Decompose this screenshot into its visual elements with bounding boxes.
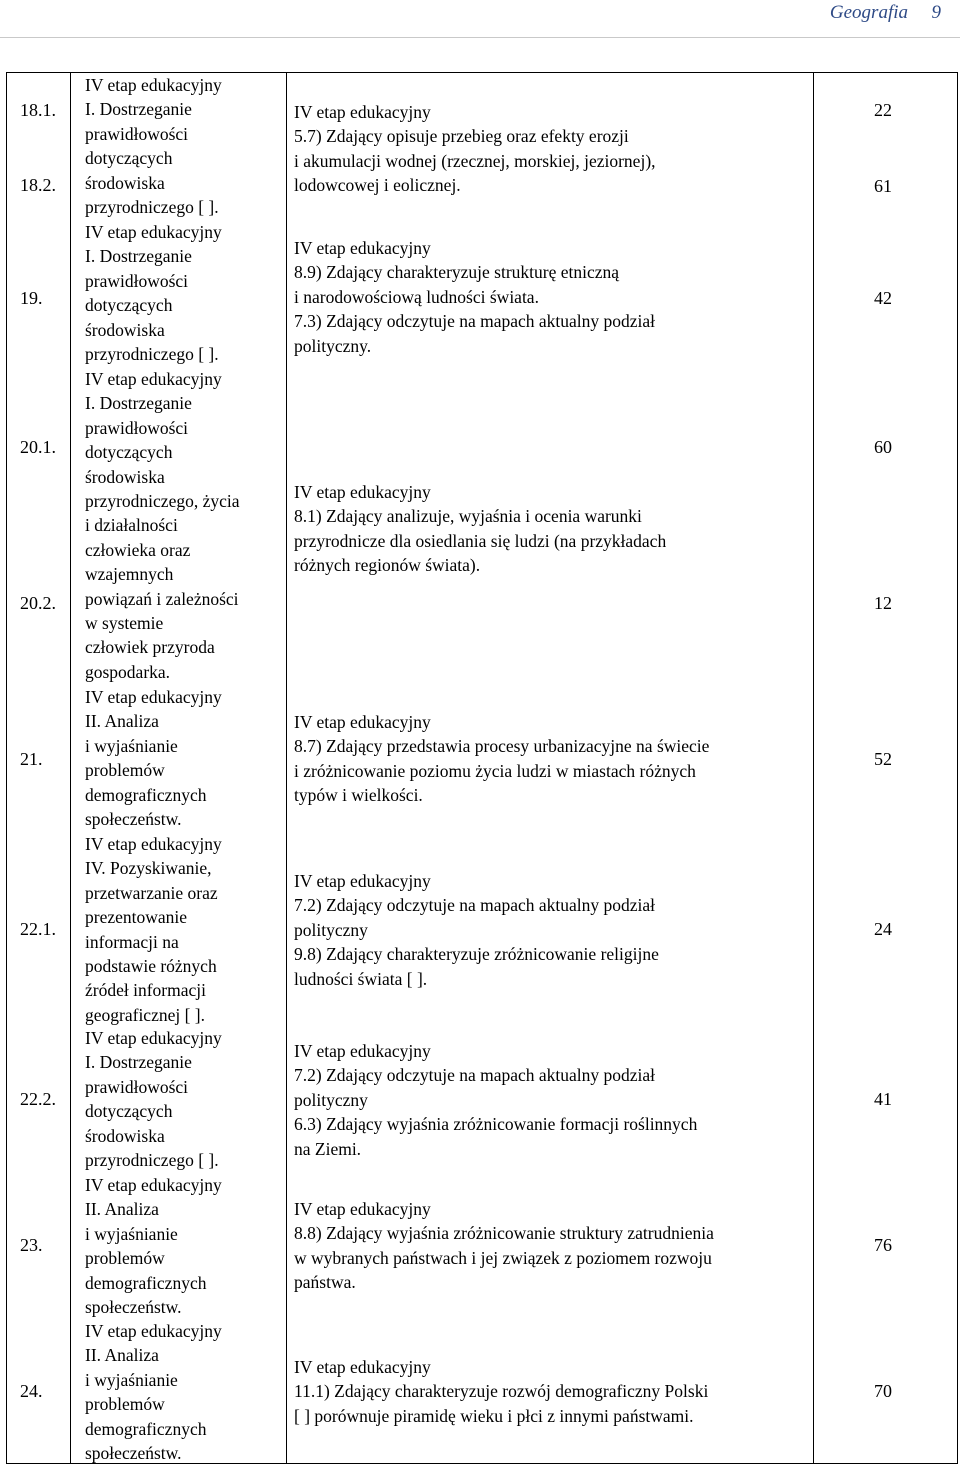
specific-requirement-line: IV etap edukacyjny <box>294 1357 431 1377</box>
general-requirement-line: społeczeństw. <box>85 1443 182 1464</box>
general-requirement-line: powiązań i zależności <box>85 588 239 609</box>
percentage-value: 12 <box>874 593 892 613</box>
general-requirement-line: i wyjaśnianie <box>85 1369 178 1390</box>
specific-requirement-line: 7.2) Zdający odczytuje na mapach aktualny podział <box>294 895 656 916</box>
specific-requirement <box>294 480 666 578</box>
specific-requirement-line: typów i wielkości. <box>294 785 423 806</box>
specific-requirement-line: IV etap edukacyjny <box>294 238 431 258</box>
specific-requirement-line: przyrodnicze dla osiedlania się ludzi (na przykładach <box>294 530 667 551</box>
general-requirement-line: prawidłowości <box>85 417 189 438</box>
specific-requirement-line: ludności świata [ ]. <box>294 968 428 989</box>
specific-requirement-line: i zróżnicowanie poziomu życia ludzi w miastach różnych <box>294 760 696 781</box>
general-requirement-line: I. Dostrzeganie <box>85 99 192 120</box>
general-requirement-line: wzajemnych <box>85 564 174 585</box>
general-requirement-line: geograficznej [ ]. <box>85 1004 205 1025</box>
specific-requirement-line: państwa. <box>294 1272 356 1293</box>
general-requirement <box>85 1173 222 1319</box>
general-requirement-line: IV etap edukacyjny <box>85 369 222 389</box>
general-requirement-line: podstawie różnych <box>85 956 217 977</box>
general-requirement-line: społeczeństw. <box>85 809 182 830</box>
page-header <box>0 0 960 38</box>
general-requirement <box>85 73 222 219</box>
general-requirement <box>85 220 222 366</box>
general-requirement-line: dotyczących <box>85 442 173 463</box>
column-divider <box>70 73 71 1463</box>
specific-requirement-line: polityczny. <box>294 335 372 356</box>
general-requirement-line: IV etap edukacyjny <box>85 687 222 707</box>
specific-requirement-line: 6.3) Zdający wyjaśnia zróżnicowanie formacji roślinnych <box>294 1114 698 1135</box>
task-number: 18.2. <box>20 175 56 195</box>
task-number: 22.2. <box>20 1089 56 1109</box>
general-requirement-line: informacji na <box>85 931 179 952</box>
general-requirement-line: środowiska <box>85 466 165 487</box>
header-title: Geografia <box>829 2 908 23</box>
header-rule <box>0 37 960 38</box>
specific-requirement <box>294 710 709 808</box>
general-requirement <box>85 367 240 684</box>
specific-requirement-line: IV etap edukacyjny <box>294 1041 431 1061</box>
general-requirement-line: prawidłowości <box>85 123 189 144</box>
task-number: 20.2. <box>20 593 56 613</box>
task-number: 20.1. <box>20 437 56 457</box>
general-requirement-line: I. Dostrzeganie <box>85 393 192 414</box>
general-requirement-line: dotyczących <box>85 148 173 169</box>
general-requirement <box>85 1026 222 1172</box>
general-requirement-line: środowiska <box>85 172 165 193</box>
general-requirement-line: demograficznych <box>85 1272 207 1293</box>
specific-requirement-line: 8.7) Zdający przedstawia procesy urbanizacyjne na świecie <box>294 736 710 757</box>
general-requirement-line: II. Analiza <box>85 1199 159 1220</box>
percentage-value: 22 <box>874 100 892 120</box>
specific-requirement-line: 7.2) Zdający odczytuje na mapach aktualny podział <box>294 1065 656 1086</box>
percentage-value: 24 <box>874 919 892 939</box>
general-requirement-line: źródeł informacji <box>85 980 206 1001</box>
percentage-value: 42 <box>874 288 892 308</box>
specific-requirement <box>294 236 655 358</box>
specific-requirement <box>294 1197 714 1295</box>
specific-requirement-line: IV etap edukacyjny <box>294 1199 431 1219</box>
specific-requirement <box>294 1355 708 1428</box>
percentage-value: 70 <box>874 1381 892 1401</box>
specific-requirement-line: 7.3) Zdający odczytuje na mapach aktualny podział <box>294 311 656 332</box>
general-requirement-line: człowiek przyroda <box>85 637 215 658</box>
specific-requirement <box>294 1039 697 1161</box>
percentage-value: 60 <box>874 437 892 457</box>
task-number: 21. <box>20 749 43 769</box>
general-requirement-line: i wyjaśnianie <box>85 735 178 756</box>
general-requirement-line: środowiska <box>85 1125 165 1146</box>
column-divider <box>813 73 814 1463</box>
general-requirement-line: IV etap edukacyjny <box>85 1175 222 1195</box>
general-requirement-line: gospodarka. <box>85 661 171 682</box>
task-number: 19. <box>20 288 43 308</box>
column-divider <box>286 73 287 1463</box>
general-requirement-line: I. Dostrzeganie <box>85 246 192 267</box>
task-number: 18.1. <box>20 100 56 120</box>
general-requirement-line: dotyczących <box>85 295 173 316</box>
specific-requirement-line: IV etap edukacyjny <box>294 871 431 891</box>
general-requirement-line: środowiska <box>85 319 165 340</box>
general-requirement-line: problemów <box>85 1394 165 1415</box>
general-requirement-line: prawidłowości <box>85 1076 189 1097</box>
page-number: 9 <box>931 2 941 23</box>
general-requirement-line: przyrodniczego, życia <box>85 491 240 512</box>
percentage-value: 61 <box>874 176 892 196</box>
specific-requirement <box>294 869 659 991</box>
general-requirement-line: przetwarzanie oraz <box>85 882 218 903</box>
requirements-table <box>6 72 958 1464</box>
general-requirement-line: prawidłowości <box>85 270 189 291</box>
general-requirement-line: problemów <box>85 760 165 781</box>
general-requirement-line: człowieka oraz <box>85 539 191 560</box>
specific-requirement-line: w wybranych państwach i jej związek z poziomem rozwoju <box>294 1247 712 1268</box>
general-requirement-line: IV etap edukacyjny <box>85 75 222 95</box>
specific-requirement-line: 5.7) Zdający opisuje przebieg oraz efekty erozji <box>294 126 629 147</box>
task-number: 22.1. <box>20 919 56 939</box>
percentage-value: 76 <box>874 1235 892 1255</box>
specific-requirement-line: polityczny <box>294 1089 368 1110</box>
general-requirement-line: II. Analiza <box>85 711 159 732</box>
specific-requirement-line: IV etap edukacyjny <box>294 102 431 122</box>
percentage-value: 41 <box>874 1089 892 1109</box>
general-requirement-line: demograficznych <box>85 1418 207 1439</box>
general-requirement-line: problemów <box>85 1248 165 1269</box>
specific-requirement-line: 8.1) Zdający analizuje, wyjaśnia i ocenia warunki <box>294 506 642 527</box>
general-requirement-line: i działalności <box>85 515 178 536</box>
general-requirement-line: IV. Pozyskiwanie, <box>85 858 212 879</box>
specific-requirement-line: polityczny <box>294 919 368 940</box>
percentage-value: 52 <box>874 749 892 769</box>
general-requirement-line: IV etap edukacyjny <box>85 1028 222 1048</box>
general-requirement-line: IV etap edukacyjny <box>85 1321 222 1341</box>
task-number: 24. <box>20 1381 43 1401</box>
specific-requirement-line: IV etap edukacyjny <box>294 482 431 502</box>
specific-requirement-line: i akumulacji wodnej (rzecznej, morskiej, jeziornej), <box>294 150 656 171</box>
general-requirement-line: I. Dostrzeganie <box>85 1052 192 1073</box>
general-requirement-line: przyrodniczego [ ]. <box>85 1150 219 1171</box>
general-requirement-line: IV etap edukacyjny <box>85 222 222 242</box>
general-requirement <box>85 685 222 831</box>
specific-requirement-line: 9.8) Zdający charakteryzuje zróżnicowanie religijne <box>294 944 659 965</box>
general-requirement-line: i wyjaśnianie <box>85 1223 178 1244</box>
general-requirement <box>85 832 222 1027</box>
specific-requirement-line: 8.8) Zdający wyjaśnia zróżnicowanie struktury zatrudnienia <box>294 1223 714 1244</box>
specific-requirement-line: różnych regionów świata). <box>294 555 481 576</box>
general-requirement-line: prezentowanie <box>85 907 188 928</box>
general-requirement-line: w systemie <box>85 613 164 634</box>
general-requirement-line: dotyczących <box>85 1101 173 1122</box>
specific-requirement <box>294 100 656 198</box>
general-requirement-line: przyrodniczego [ ]. <box>85 197 219 218</box>
specific-requirement-line: lodowcowej i eolicznej. <box>294 175 461 196</box>
specific-requirement-line: 8.9) Zdający charakteryzuje strukturę etniczną <box>294 262 620 283</box>
specific-requirement-line: i narodowościową ludności świata. <box>294 286 539 307</box>
general-requirement-line: II. Analiza <box>85 1345 159 1366</box>
task-number: 23. <box>20 1235 43 1255</box>
general-requirement-line: społeczeństw. <box>85 1297 182 1318</box>
specific-requirement-line: IV etap edukacyjny <box>294 712 431 732</box>
general-requirement-line: przyrodniczego [ ]. <box>85 344 219 365</box>
general-requirement-line: IV etap edukacyjny <box>85 834 222 854</box>
specific-requirement-line: [ ] porównuje piramidę wieku i płci z innymi państwami. <box>294 1405 694 1426</box>
specific-requirement-line: 11.1) Zdający charakteryzuje rozwój demograficzny Polski <box>294 1381 709 1402</box>
general-requirement-line: demograficznych <box>85 784 207 805</box>
general-requirement <box>85 1319 222 1465</box>
specific-requirement-line: na Ziemi. <box>294 1138 362 1159</box>
